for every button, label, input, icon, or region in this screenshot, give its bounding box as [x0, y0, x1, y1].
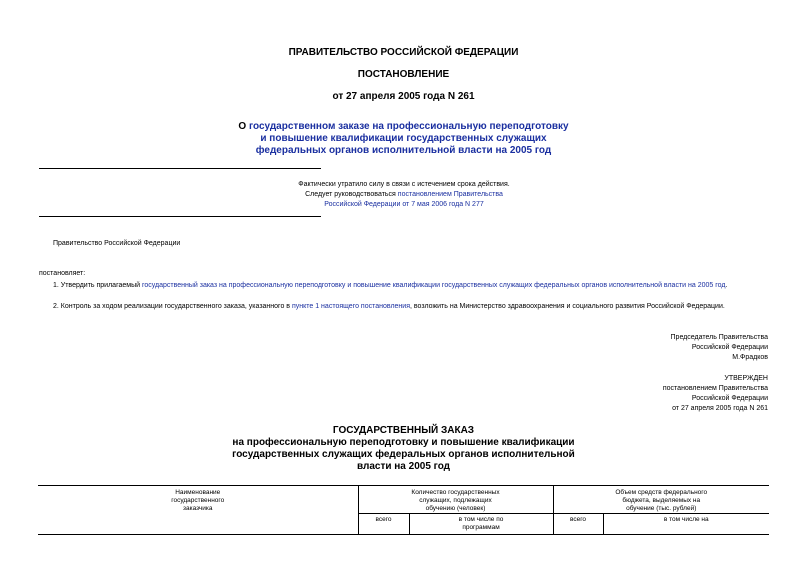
- order-table: [38, 485, 769, 535]
- approved-line1: УТВЕРЖДЕН: [724, 375, 768, 382]
- approved-block: [663, 374, 768, 414]
- decree-item-1-prefix: 1. Утвердить прилагаемый: [53, 282, 142, 289]
- table-header-count: Количество государственных служащих, подлежащих обучению (человек): [358, 486, 553, 514]
- table-header-customer: Наименование государственного заказчика: [38, 486, 358, 535]
- status-note-link2[interactable]: Российской Федерации от 7 мая 2006 года N 277: [324, 201, 484, 208]
- order-title: [0, 425, 807, 473]
- decree-item-2-suffix: , возложить на Министерство здравоохранения и социального развития Российской Федерации.: [410, 303, 725, 310]
- document-title: [0, 121, 807, 157]
- signature-line2: Российской Федерации: [691, 344, 768, 351]
- table-subheader-total-budget: всего: [553, 514, 603, 535]
- document-type: ПОСТАНОВЛЕНИЕ: [357, 69, 450, 80]
- decree-item-2-link[interactable]: пункте 1 настоящего постановления: [291, 303, 410, 310]
- decree-item-1: [53, 281, 773, 291]
- decrees-text: постановляет:: [39, 270, 86, 277]
- signature-line3: М.Фрадков: [732, 354, 768, 361]
- decree-item-2-prefix: 2. Контроль за ходом реализации государственного заказа, указанного в: [53, 303, 292, 310]
- signature-line1: Председатель Правительства: [670, 334, 768, 341]
- order-title-line3: государственных служащих федеральных органов исполнительной: [232, 449, 575, 460]
- decree-item-1-suffix: .: [725, 282, 728, 289]
- status-note-line2: Следует руководствоваться: [305, 191, 398, 198]
- order-title-line2: на профессиональную переподготовку и повышение квалификации: [232, 437, 575, 448]
- signature-block: [671, 333, 768, 363]
- status-note-line1: Фактически утратило силу в связи с истечением срока действия.: [298, 181, 510, 188]
- table-subheader-programs-count: в том числе по программам: [409, 514, 553, 535]
- title-link-line1[interactable]: государственном заказе на профессиональную переподготовку: [248, 121, 569, 132]
- status-note-link1[interactable]: постановлением Правительства: [397, 191, 503, 198]
- approved-line4: от 27 апреля 2005 года N 261: [672, 405, 768, 412]
- table-header-row: [38, 486, 769, 514]
- decree-item-2: [53, 302, 773, 312]
- document-date-number: от 27 апреля 2005 года N 261: [332, 91, 475, 102]
- table-subheader-programs-budget: в том числе на: [603, 514, 769, 535]
- approved-line2: постановлением Правительства: [662, 385, 768, 392]
- order-title-line4: власти на 2005 год: [356, 461, 451, 472]
- government-name: ПРАВИТЕЛЬСТВО РОССИЙСКОЙ ФЕДЕРАЦИИ: [288, 47, 519, 58]
- divider-top: [39, 168, 321, 169]
- divider-bottom: [39, 216, 321, 217]
- table-subheader-total-count: всего: [358, 514, 409, 535]
- title-link-line3[interactable]: федеральных органов исполнительной власти на 2005 год: [255, 145, 552, 156]
- approved-line3: Российской Федерации: [691, 395, 768, 402]
- table-header-budget: Объем средств федерального бюджета, выделяемых на обучение (тыс. рублей): [553, 486, 769, 514]
- status-note: [210, 180, 598, 210]
- decree-item-1-link[interactable]: государственный заказ на профессиональную переподготовку и повышение квалификации государственных служащих федеральных органов исполнительной власти на 2005 год: [141, 282, 726, 289]
- order-title-line1: ГОСУДАРСТВЕННЫЙ ЗАКАЗ: [332, 425, 475, 436]
- title-link-line2[interactable]: и повышение квалификации государственных служащих: [260, 133, 547, 144]
- intro-text: Правительство Российской Федерации: [53, 240, 181, 247]
- title-prefix: О: [238, 121, 249, 132]
